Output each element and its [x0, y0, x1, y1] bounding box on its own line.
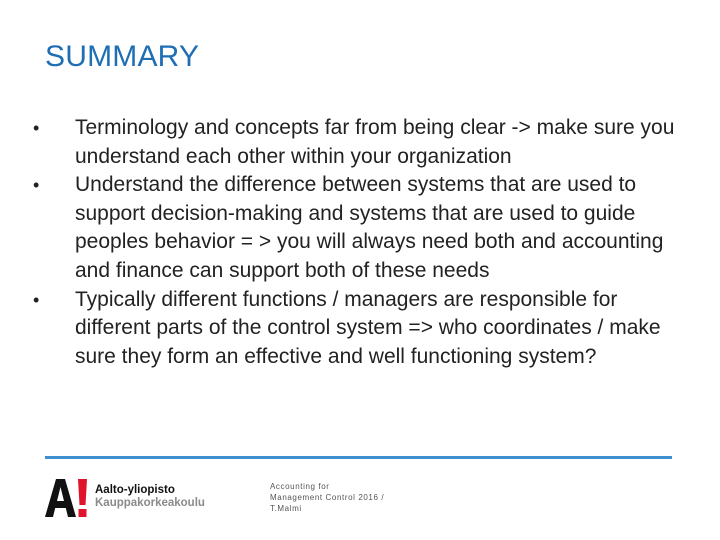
footer-note-line: Management Control 2016 /: [270, 493, 385, 502]
bullet-marker: •: [33, 175, 40, 196]
logo-school-name: Kauppakorkeakoulu: [95, 497, 205, 509]
bullet-marker: •: [33, 289, 40, 310]
bullet-item: [33, 286, 693, 372]
bullet-item: [33, 171, 693, 285]
bullet-text: Terminology and concepts far from being clear -> make sure you understand each other within your organization: [75, 116, 675, 168]
bullet-marker: •: [33, 118, 40, 138]
logo-text: [95, 484, 205, 510]
aalto-logo-mark-icon: [45, 477, 89, 517]
slide-title: SUMMARY: [45, 40, 200, 73]
logo-university-name: Aalto-yliopisto: [95, 484, 175, 496]
bullet-list: [33, 114, 693, 371]
bullet-item: [33, 114, 693, 171]
footer-note-line: T.Malmi: [270, 504, 302, 513]
aalto-logo: [45, 476, 205, 518]
footer-note-line: Accounting for: [270, 482, 330, 491]
footer-divider: [45, 456, 672, 459]
footer-note: [270, 481, 410, 514]
bullet-text: Typically different functions / managers are responsible for different parts of the control system => who coordinates / make sure they form an effective and well functioning system?: [75, 287, 661, 368]
bullet-text: Understand the difference between systems that are used to support decision-making and systems that are used to guide peoples behavior = > you will always need both and accounting and finance can support both of these needs: [75, 173, 664, 282]
